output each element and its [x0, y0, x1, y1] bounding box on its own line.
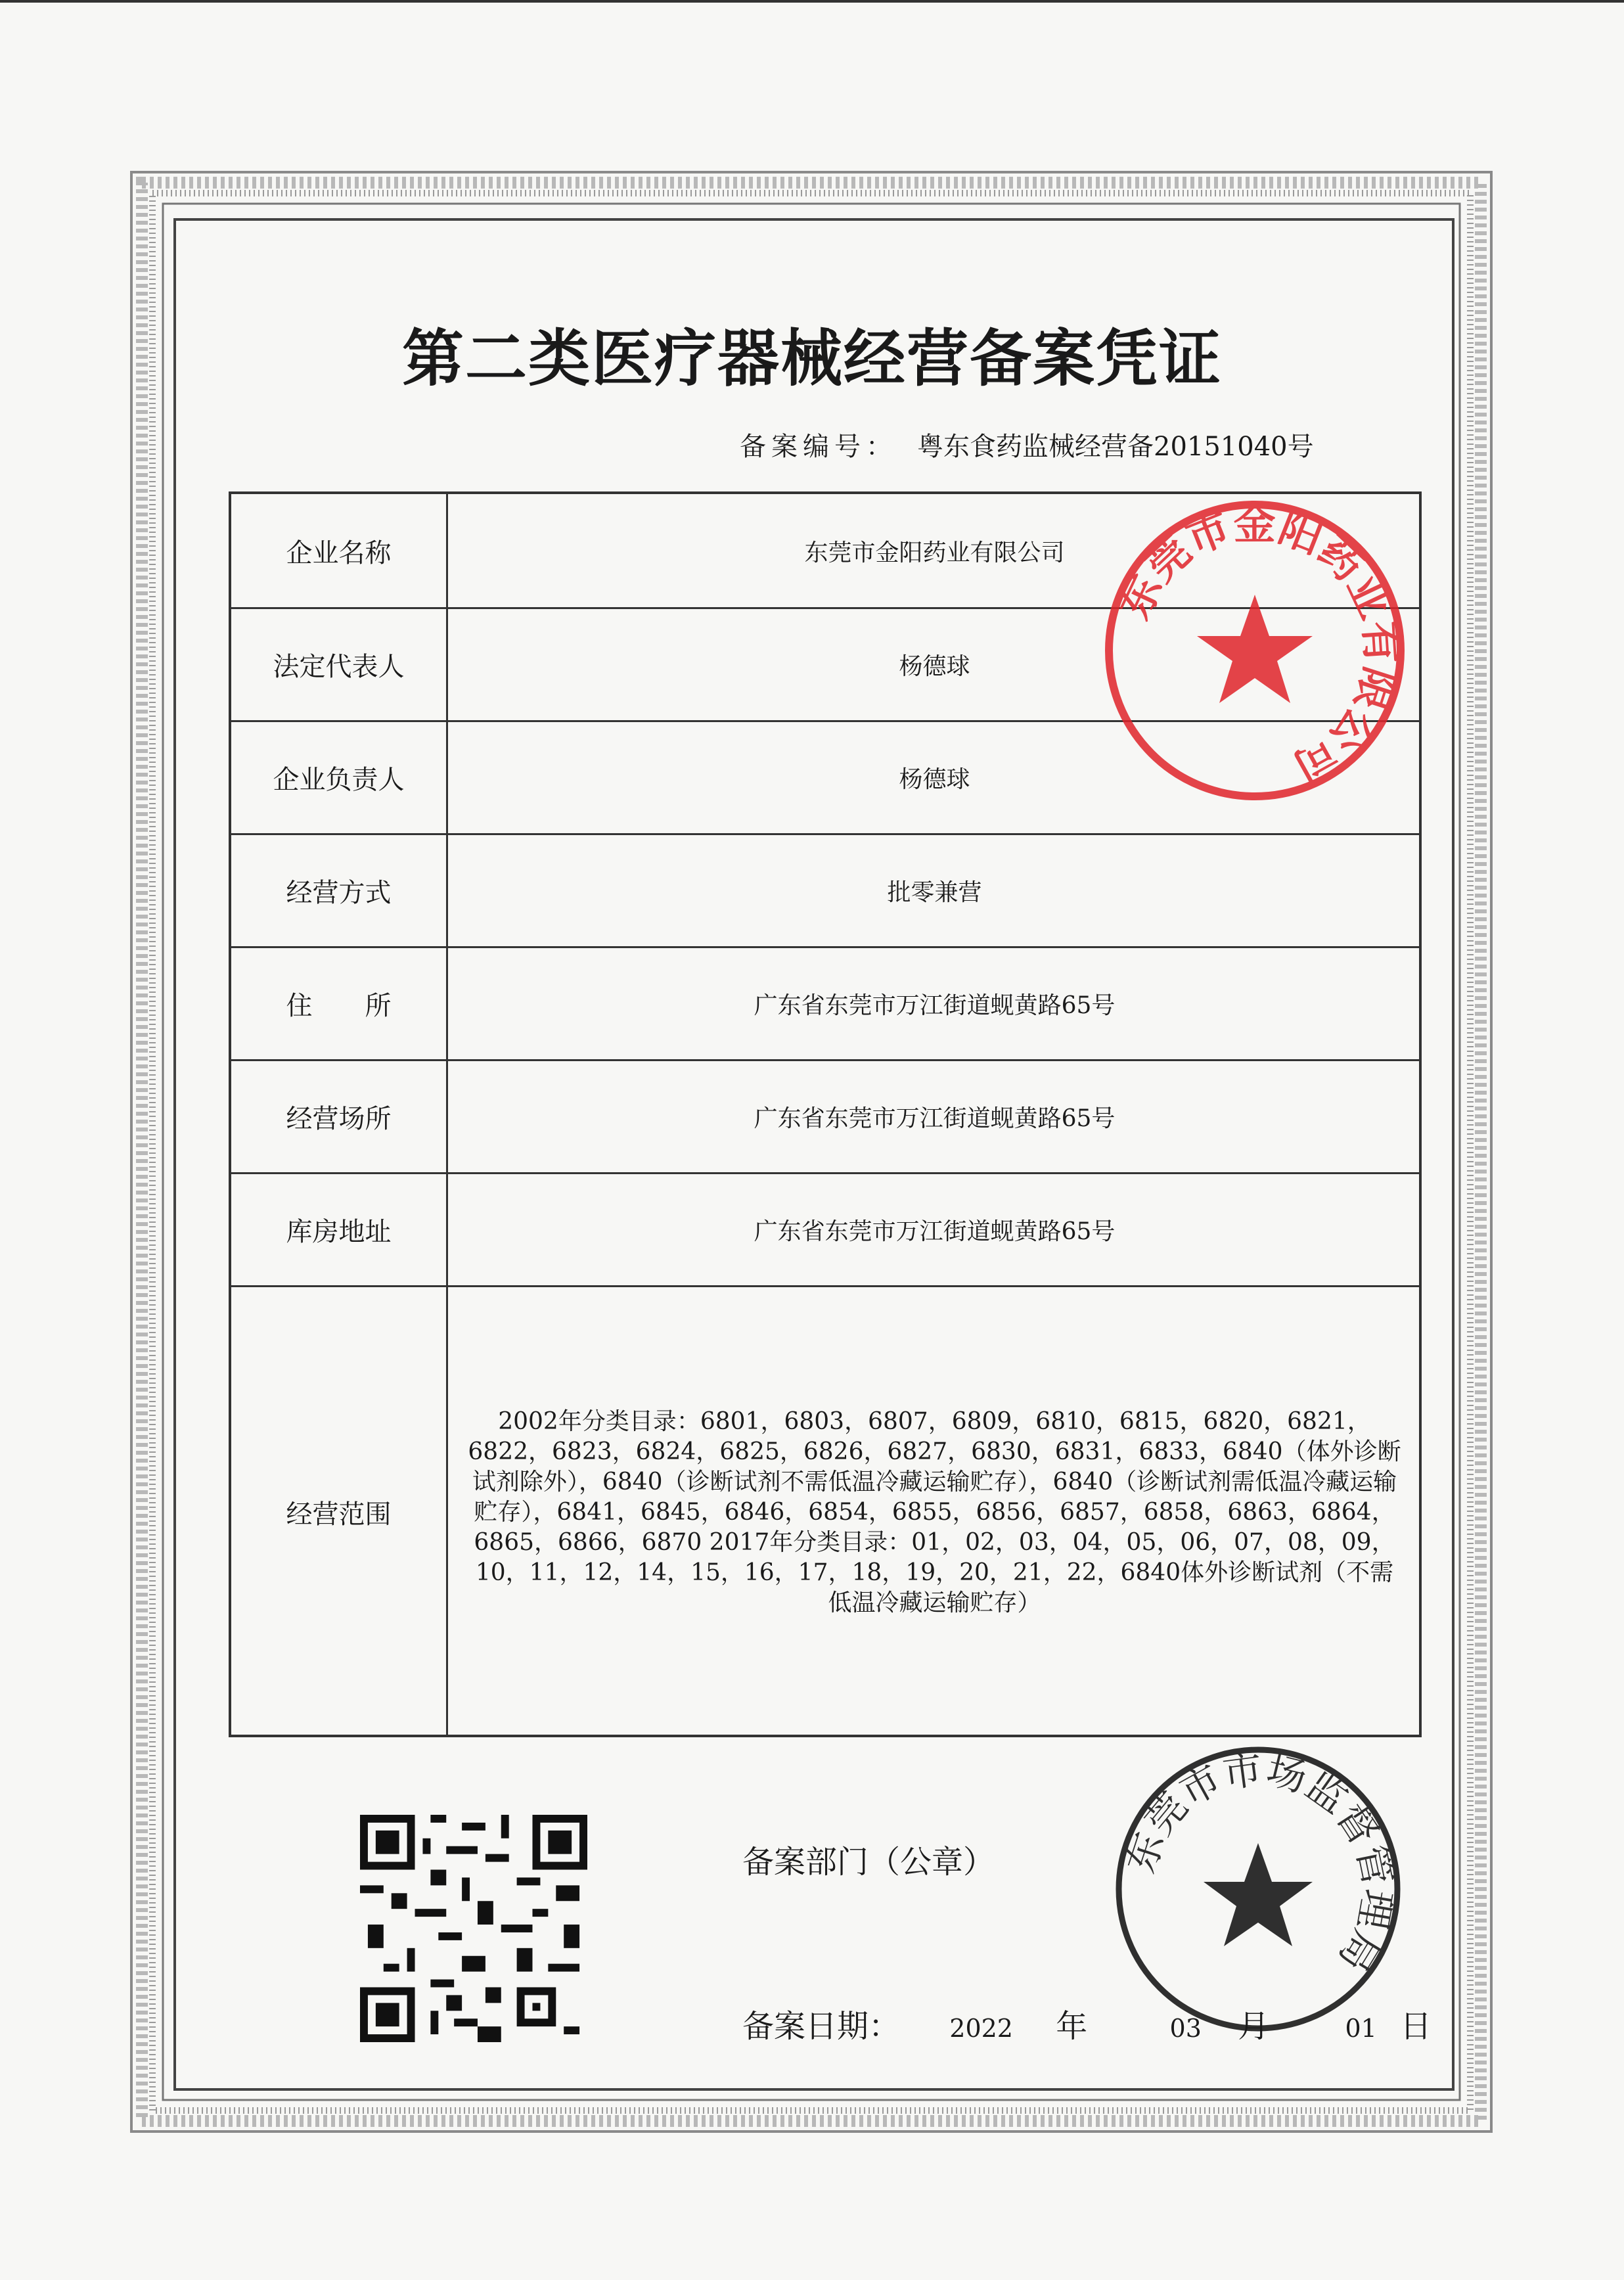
registration-number: [740, 426, 1314, 463]
field-label: 企业负责人: [231, 722, 448, 833]
authority-seal-text: 东莞市市场监督管理局: [1117, 1746, 1401, 1980]
company-seal-stamp: [1091, 486, 1419, 815]
company-seal-text: 东莞市金阳药业有限公司: [1110, 500, 1406, 792]
business-scope-value: 2002年分类目录：6801，6803，6807，6809，6810，6815，6820，6821，6822，6823，6824，6825，6826，6827，6830，6831，6833，6840（体外诊断试剂除外），6840（诊断试剂不需低温冷藏运输贮存），6840（诊断试剂需低温冷藏运输贮存），6841，6845，6846，6854，6855，6856，6857，6858，6863，6864，6865，6866，6870 2017年分类目录：01，02，03，04，05，06，07，08，09，10，11，12，14，15，16，17，18，19，20，21，22，6840体外诊断试剂（不需低温冷藏运输贮存）: [468, 1407, 1401, 1616]
certificate-title: 第二类医疗器械经营备案凭证: [401, 323, 1222, 395]
table-row: [231, 946, 1419, 1059]
field-value: 东莞市金阳药业有限公司: [804, 539, 1065, 566]
field-value: 广东省东莞市万江街道蚬黄路65号: [754, 1218, 1116, 1245]
date-month-unit: 月: [1238, 2008, 1270, 2045]
qr-code: [360, 1815, 587, 2042]
field-value: 广东省东莞市万江街道蚬黄路65号: [754, 1105, 1116, 1132]
table-row: [231, 1285, 1419, 1737]
field-label: 经营场所: [231, 1061, 448, 1172]
table-row: [231, 1172, 1419, 1285]
date-year: 2022: [949, 2014, 1013, 2043]
date-day: 01: [1345, 2014, 1377, 2043]
date-day-unit: 日: [1400, 2008, 1432, 2045]
field-label: 经营范围: [231, 1287, 448, 1737]
table-row: [231, 1059, 1419, 1172]
authority-seal-stamp: [1104, 1735, 1412, 2043]
scan-edge: [0, 0, 1624, 3]
field-value: 批零兼营: [887, 879, 982, 906]
field-label: 住 所: [231, 948, 448, 1059]
field-value: 杨德球: [899, 653, 970, 680]
field-label: 法定代表人: [231, 609, 448, 720]
field-value: 广东省东莞市万江街道蚬黄路65号: [754, 992, 1116, 1019]
field-label: 经营方式: [231, 835, 448, 946]
date-year-unit: 年: [1056, 2008, 1088, 2045]
date-label: 备案日期：: [742, 2008, 901, 2045]
registration-label: 备案编号：: [740, 432, 897, 462]
registration-value: 粤东食药监械经营备20151040号: [917, 432, 1314, 462]
field-label: 库房地址: [231, 1174, 448, 1285]
date-month: 03: [1169, 2014, 1202, 2043]
department-label: 备案部门（公章）: [742, 1844, 995, 1881]
field-value: 杨德球: [899, 766, 970, 793]
table-row: [231, 833, 1419, 946]
field-label: 企业名称: [231, 494, 448, 607]
